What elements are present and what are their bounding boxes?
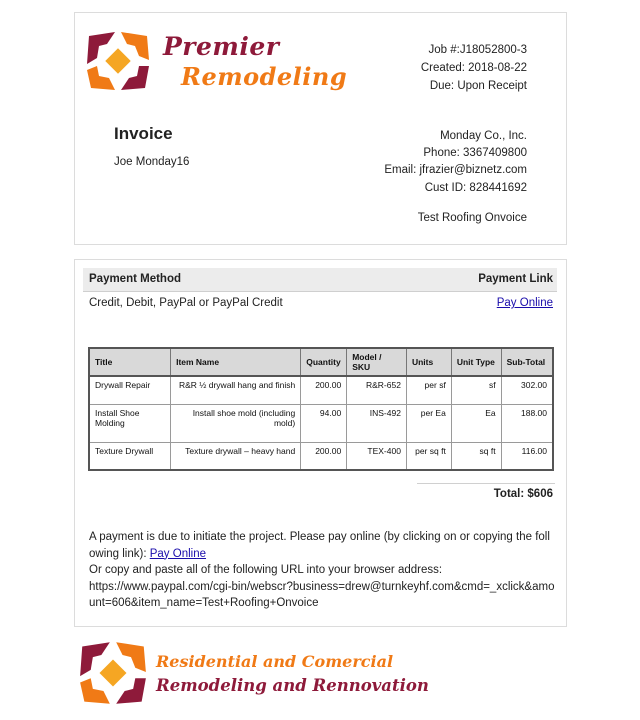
invoice-total: Total: $606 bbox=[493, 488, 553, 500]
cell-title: Texture Drywall bbox=[89, 442, 171, 470]
customer-name: Joe Monday16 bbox=[114, 156, 190, 168]
col-sub-total: Sub-Total bbox=[501, 348, 553, 376]
cell-units: per sf bbox=[406, 376, 451, 404]
invoice-meta bbox=[421, 41, 527, 95]
job-number: Job #:J18052800-3 bbox=[428, 44, 527, 56]
cell-units: per Ea bbox=[406, 404, 451, 442]
payment-method-header: Payment Method bbox=[89, 273, 182, 285]
logo-text-premier: Premier bbox=[163, 32, 280, 61]
table-row bbox=[89, 442, 553, 470]
cell-quantity: 94.00 bbox=[301, 404, 347, 442]
cell-quantity: 200.00 bbox=[301, 376, 347, 404]
cell-title: Drywall Repair bbox=[89, 376, 171, 404]
cell-unit-type: sf bbox=[451, 376, 501, 404]
footer-tagline-2: Remodeling and Rennovation bbox=[156, 676, 429, 695]
payment-row bbox=[89, 297, 553, 309]
cell-units: per sq ft bbox=[406, 442, 451, 470]
cell-item-name: Install shoe mold (including mold) bbox=[171, 404, 301, 442]
payment-note-line2: Or copy and paste all of the following URL into your browser address: bbox=[89, 564, 443, 577]
cell-model-sku: R&R-652 bbox=[347, 376, 407, 404]
col-model-sku: Model / SKU bbox=[347, 348, 407, 376]
col-item-name: Item Name bbox=[171, 348, 301, 376]
payment-header bbox=[83, 268, 557, 292]
client-phone: Phone: 3367409800 bbox=[423, 147, 527, 160]
cell-item-name: Texture drywall – heavy hand bbox=[171, 442, 301, 470]
cell-model-sku: INS-492 bbox=[347, 404, 407, 442]
client-company: Monday Co., Inc. bbox=[440, 130, 527, 142]
logo-text-remodeling: Remodeling bbox=[181, 62, 348, 91]
payment-link-header: Payment Link bbox=[478, 273, 553, 285]
payment-note-text bbox=[89, 529, 555, 562]
payment-note-line1: A payment is due to initiate the project. Please pay online (by clicking on or copying the following link): bbox=[89, 531, 550, 560]
cell-sub-total: 188.00 bbox=[501, 404, 553, 442]
invoice-title: Invoice bbox=[114, 124, 173, 143]
cell-quantity: 200.00 bbox=[301, 442, 347, 470]
cell-unit-type: sq ft bbox=[451, 442, 501, 470]
footer-banner bbox=[78, 640, 498, 710]
cell-sub-total: 116.00 bbox=[501, 442, 553, 470]
logo-mark-icon bbox=[85, 30, 151, 92]
footer-logo-mark-icon bbox=[78, 640, 148, 706]
col-title: Title bbox=[89, 348, 171, 376]
payment-note bbox=[89, 529, 555, 612]
col-quantity: Quantity bbox=[301, 348, 347, 376]
due-date: Due: Upon Receipt bbox=[429, 80, 527, 92]
col-units: Units bbox=[406, 348, 451, 376]
cell-model-sku: TEX-400 bbox=[347, 442, 407, 470]
created-date: Created: 2018-08-22 bbox=[420, 62, 527, 74]
table-row bbox=[89, 404, 553, 442]
col-unit-type: Unit Type bbox=[451, 348, 501, 376]
table-header-row bbox=[89, 348, 553, 376]
client-cust-id: Cust ID: 828441692 bbox=[424, 181, 527, 194]
pay-online-link[interactable]: Pay Online bbox=[496, 297, 553, 309]
client-email: Email: jfrazier@biznetz.com bbox=[384, 164, 527, 177]
cell-sub-total: 302.00 bbox=[501, 376, 553, 404]
cell-item-name: R&R ½ drywall hang and finish bbox=[171, 376, 301, 404]
total-divider bbox=[417, 483, 555, 484]
footer-tagline-1: Residential and Comercial bbox=[156, 652, 394, 671]
company-logo bbox=[85, 30, 365, 95]
client-details bbox=[384, 128, 527, 197]
note-pay-online-link[interactable]: Pay Online bbox=[149, 547, 206, 560]
table-row bbox=[89, 376, 553, 404]
line-items-table bbox=[88, 347, 554, 471]
cell-title: Install Shoe Molding bbox=[89, 404, 171, 442]
paypal-url: https://www.paypal.com/cgi-bin/webscr?business=drew@turnkeyhf.com&cmd=_xclick&amount=606&item_name=Test+Roofing+Onvoice bbox=[89, 580, 555, 610]
project-name: Test Roofing Onvoice bbox=[417, 212, 527, 224]
payment-method-value: Credit, Debit, PayPal or PayPal Credit bbox=[89, 297, 283, 309]
cell-unit-type: Ea bbox=[451, 404, 501, 442]
